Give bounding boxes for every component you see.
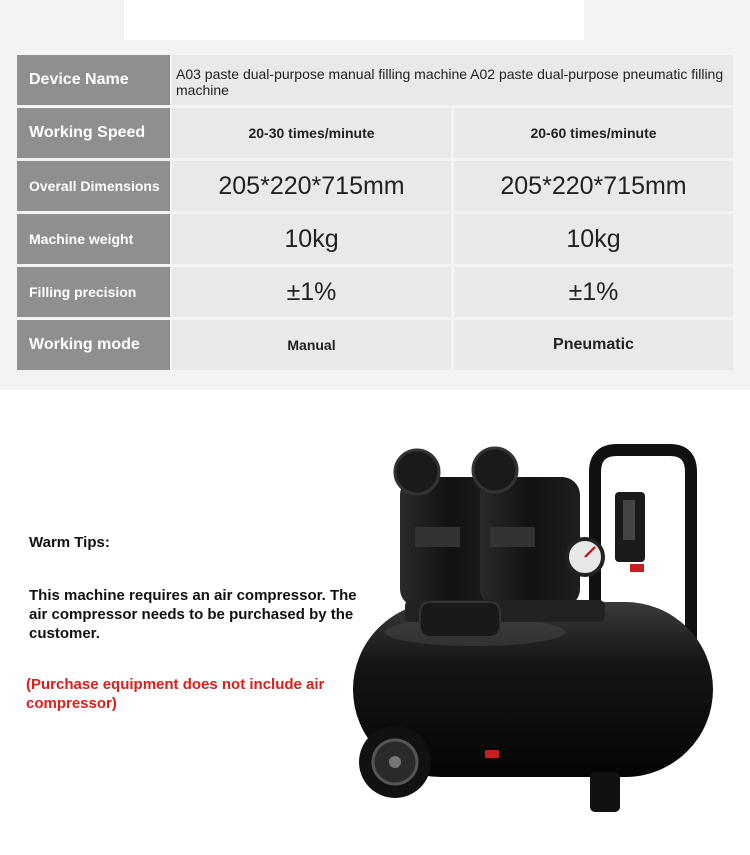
tips-title: Warm Tips: xyxy=(29,534,110,551)
label-overall-dimensions: Overall Dimensions xyxy=(17,161,170,211)
air-compressor-image xyxy=(345,432,725,824)
value-dimensions-a02: 205*220*715mm xyxy=(454,161,733,211)
value-dimensions-a03: 205*220*715mm xyxy=(172,161,451,211)
value-weight-a02: 10kg xyxy=(454,214,733,264)
value-precision-a02: ±1% xyxy=(454,267,733,317)
value-mode-a03: Manual xyxy=(172,320,451,370)
warm-tips xyxy=(26,534,359,712)
table-row-working-speed xyxy=(17,108,733,158)
value-working-speed-a03: 20-30 times/minute xyxy=(172,108,451,158)
tips-note: (Purchase equipment does not include air compressor) xyxy=(26,676,325,712)
value-precision-a03: ±1% xyxy=(172,267,451,317)
label-working-speed: Working Speed xyxy=(17,108,170,158)
value-working-speed-a02: 20-60 times/minute xyxy=(454,108,733,158)
label-filling-precision: Filling precision xyxy=(17,267,170,317)
label-device-name: Device Name xyxy=(17,55,170,105)
tips-body: This machine requires an air compressor. The air compressor needs to be purchased by the customer. xyxy=(29,587,357,642)
value-mode-a02: Pneumatic xyxy=(454,320,733,370)
top-banner-tab xyxy=(124,0,584,40)
value-weight-a03: 10kg xyxy=(172,214,451,264)
table-row-overall-dimensions xyxy=(17,161,733,211)
table-row-filling-precision xyxy=(17,267,733,317)
label-working-mode: Working mode xyxy=(17,320,170,370)
spec-table xyxy=(17,55,733,371)
table-row-working-mode xyxy=(17,320,733,370)
label-machine-weight: Machine weight xyxy=(17,214,170,264)
table-row-device-name xyxy=(17,55,733,105)
value-device-name: A03 paste dual-purpose manual filling machine A02 paste dual-purpose pneumatic filling machine xyxy=(172,55,733,105)
table-row-machine-weight xyxy=(17,214,733,264)
